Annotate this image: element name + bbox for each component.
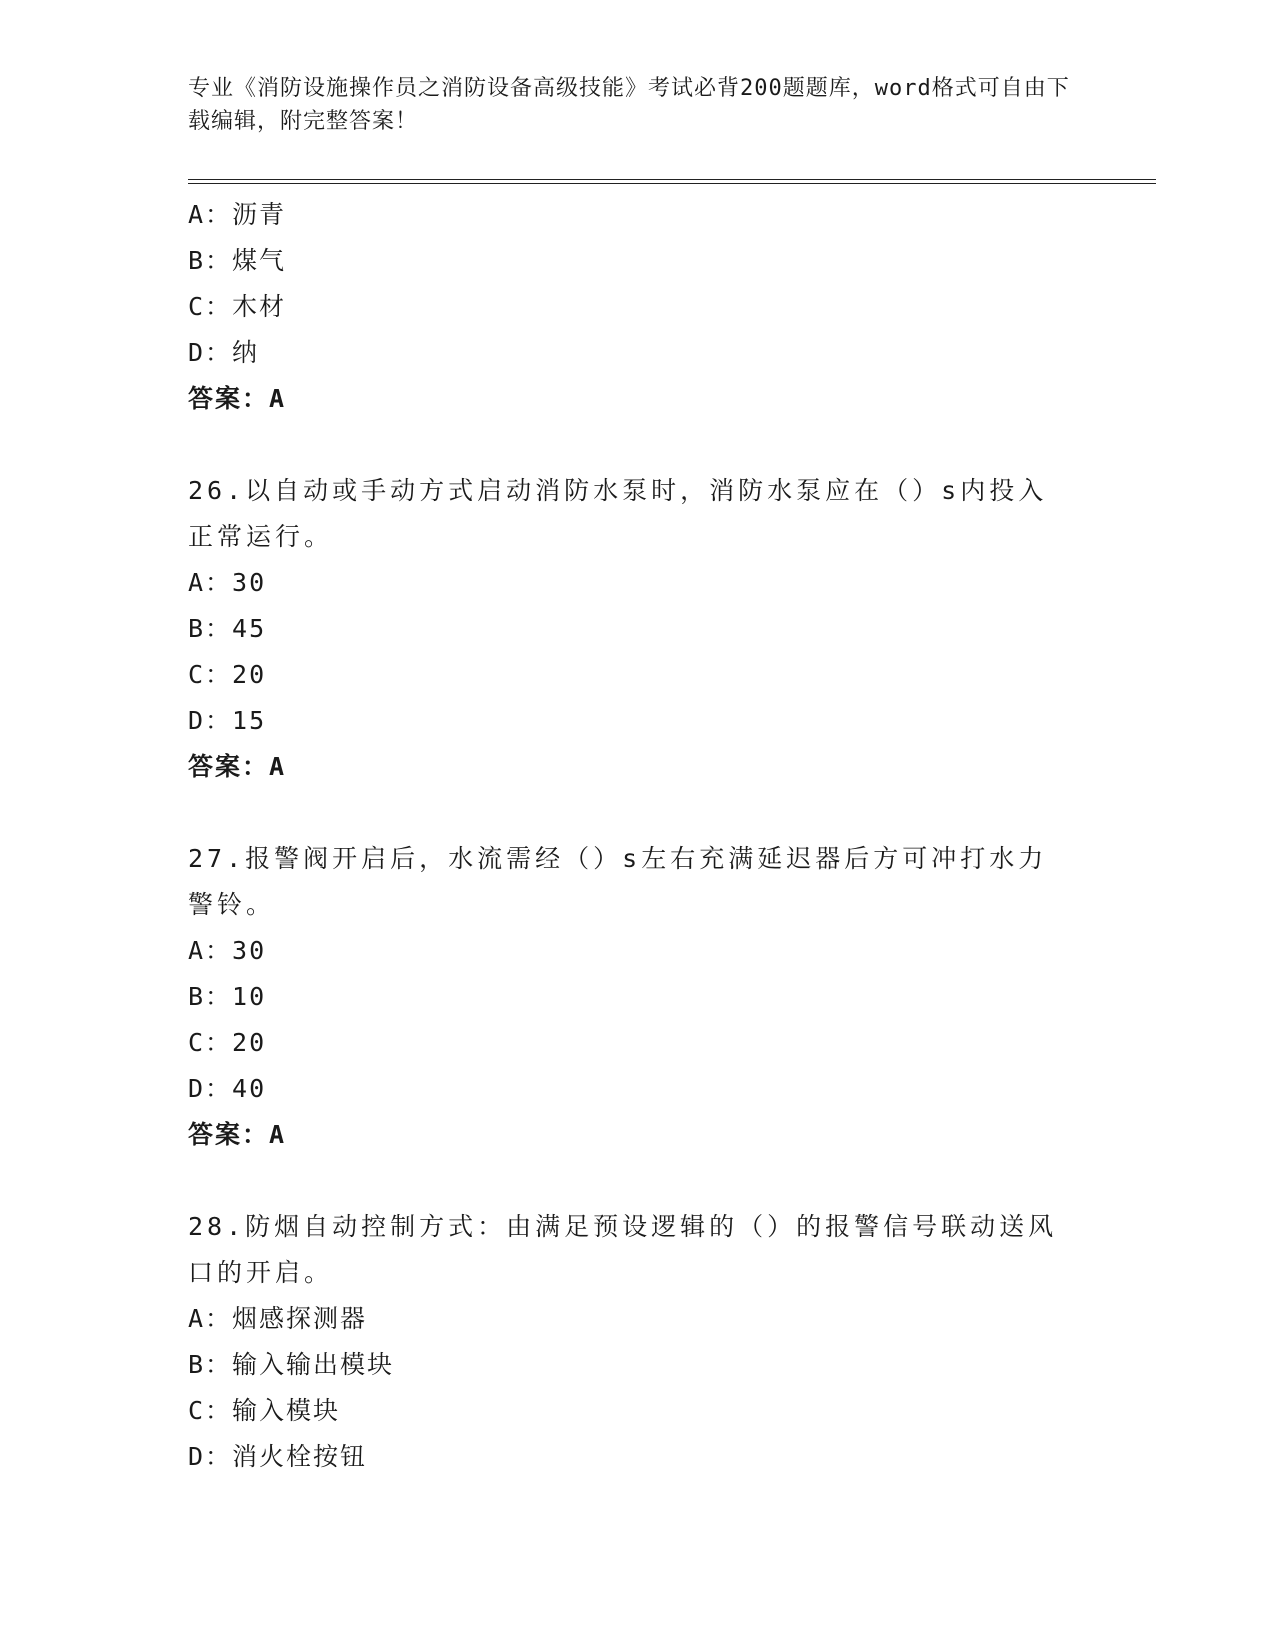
option-a: A：沥青 bbox=[188, 200, 287, 229]
option-a: A：30 bbox=[188, 936, 267, 965]
option-d: D：纳 bbox=[188, 338, 260, 367]
option-b: B：10 bbox=[188, 982, 267, 1011]
option-c: C：20 bbox=[188, 1028, 267, 1057]
option-b: B：输入输出模块 bbox=[188, 1350, 395, 1379]
option-b: B：煤气 bbox=[188, 246, 287, 275]
option-c: C：输入模块 bbox=[188, 1396, 341, 1425]
option-a: A：30 bbox=[188, 568, 267, 597]
question-text: 26.以自动或手动方式启动消防水泵时，消防水泵应在（）s内投入正常运行。 bbox=[188, 476, 1048, 551]
option-b: B：45 bbox=[188, 614, 267, 643]
question-block-27 bbox=[188, 836, 1088, 1158]
question-block-28 bbox=[188, 1204, 1088, 1480]
document-header: 专业《消防设施操作员之消防设备高级技能》考试必背200题题库，word格式可自由下载编辑，附完整答案！ bbox=[188, 76, 1070, 134]
prev-question-block bbox=[188, 192, 1088, 422]
question-block-26 bbox=[188, 468, 1088, 790]
question-list bbox=[188, 192, 1088, 1480]
question-text: 27.报警阀开启后，水流需经（）s左右充满延迟器后方可冲打水力警铃。 bbox=[188, 844, 1048, 919]
option-d: D：15 bbox=[188, 706, 267, 735]
option-c: C：木材 bbox=[188, 292, 287, 321]
option-d: D：40 bbox=[188, 1074, 267, 1103]
answer-line: 答案：A bbox=[188, 752, 287, 781]
answer-line: 答案：A bbox=[188, 384, 287, 413]
header-rule-bottom bbox=[188, 183, 1156, 184]
option-c: C：20 bbox=[188, 660, 267, 689]
header-rule-top bbox=[188, 179, 1156, 180]
question-text: 28.防烟自动控制方式：由满足预设逻辑的（）的报警信号联动送风口的开启。 bbox=[188, 1212, 1058, 1287]
answer-line: 答案：A bbox=[188, 1120, 287, 1149]
option-d: D：消火栓按钮 bbox=[188, 1442, 368, 1471]
option-a: A：烟感探测器 bbox=[188, 1304, 368, 1333]
